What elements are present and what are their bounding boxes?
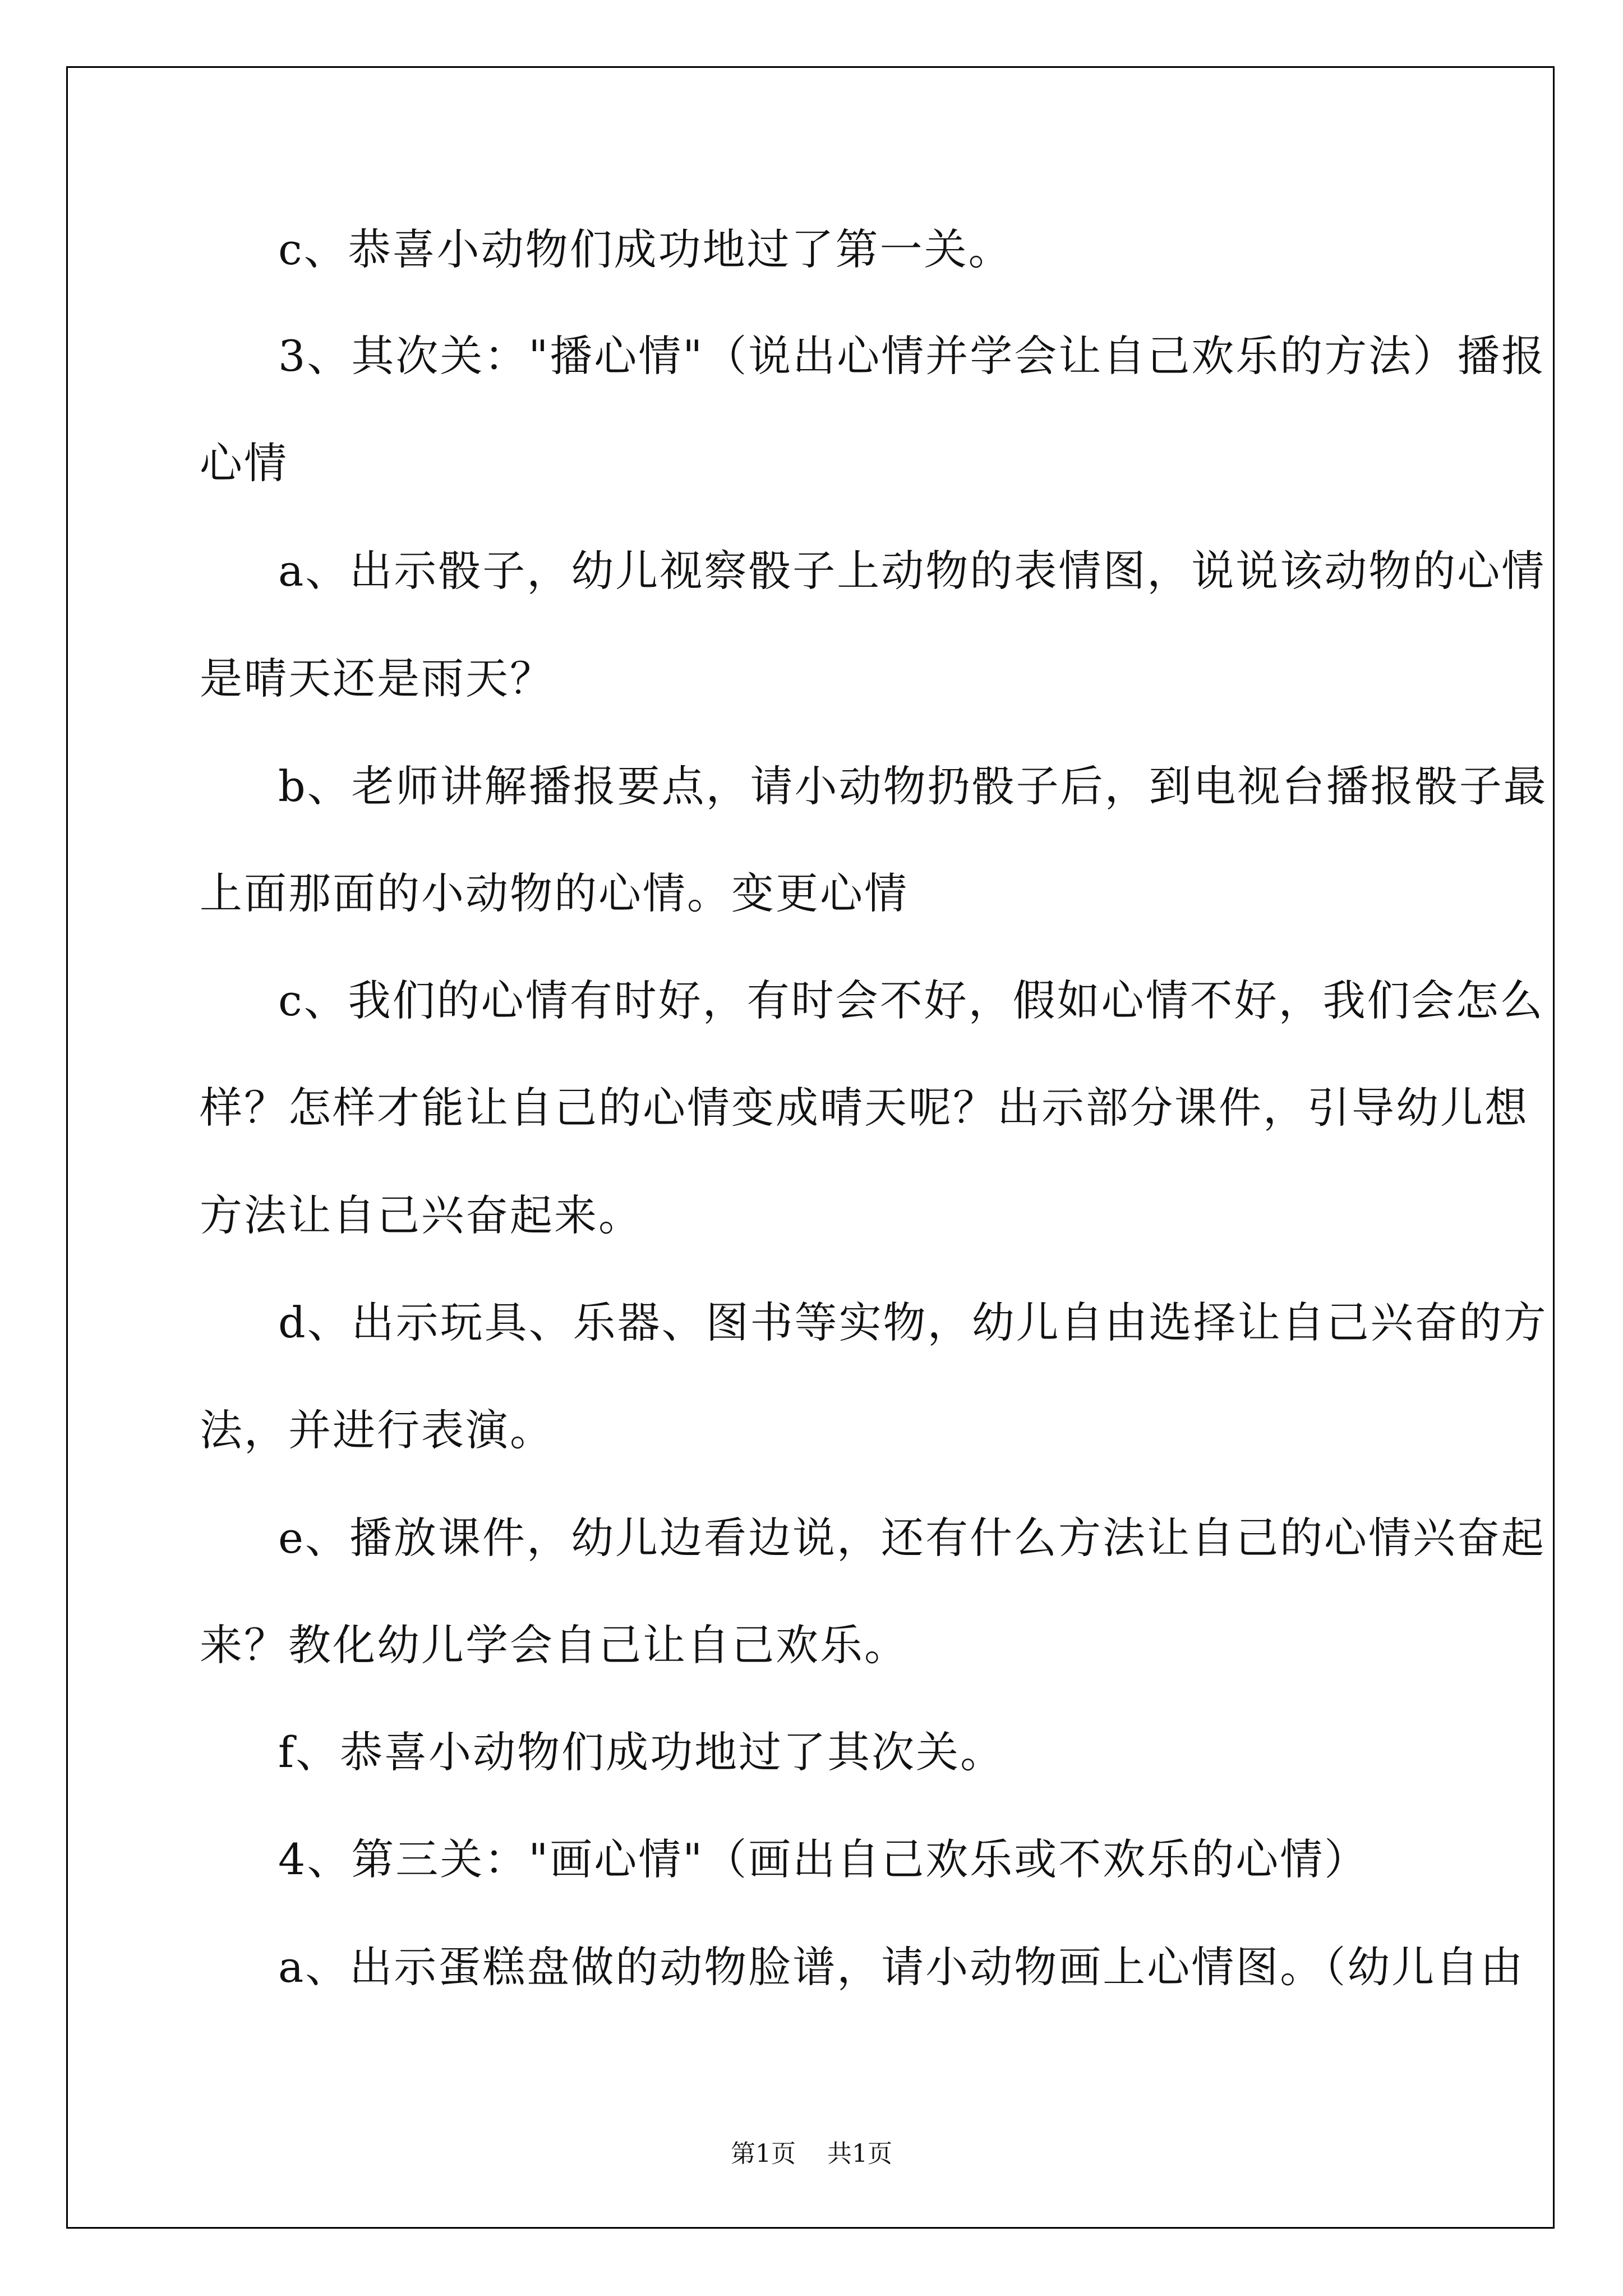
paragraph-line: 4、第三关："画心情"（画出自己欢乐或不欢乐的心情） <box>278 1834 1369 1884</box>
page-number-total: 共1页 <box>827 2139 892 2168</box>
page-number-current: 第1页 <box>731 2139 796 2168</box>
page-border <box>66 66 1555 2229</box>
paragraph-line: c、恭喜小动物们成功地过了第一关。 <box>278 224 1013 274</box>
paragraph-line: b、老师讲解播报要点，请小动物扔骰子后，到电视台播报骰子最 <box>278 761 1548 811</box>
paragraph-line: 心情 <box>200 438 288 488</box>
paragraph-line: a、出示蛋糕盘做的动物脸谱，请小动物画上心情图。（幼儿自由 <box>278 1942 1525 1992</box>
paragraph-line: f、恭喜小动物们成功地过了其次关。 <box>278 1727 1005 1777</box>
paragraph-line: 上面那面的小动物的心情。变更心情 <box>200 868 909 918</box>
paragraph-line: d、出示玩具、乐器、图书等实物，幼儿自由选择让自己兴奋的方 <box>278 1297 1548 1347</box>
paragraph-line: 3、其次关："播心情"（说出心情并学会让自己欢乐的方法）播报 <box>278 331 1546 381</box>
paragraph-line: 样？怎样才能让自己的心情变成晴天呢？出示部分课件，引导幼儿想 <box>200 1083 1529 1133</box>
page-footer <box>0 2137 1623 2171</box>
paragraph-line: c、我们的心情有时好，有时会不好，假如心情不好，我们会怎么 <box>278 976 1544 1025</box>
paragraph-line: 来？教化幼儿学会自己让自己欢乐。 <box>200 1620 909 1670</box>
paragraph-line: e、播放课件，幼儿边看边说，还有什么方法让自己的心情兴奋起 <box>278 1513 1546 1563</box>
paragraph-line: 法，并进行表演。 <box>200 1405 554 1455</box>
paragraph-line: a、出示骰子，幼儿视察骰子上动物的表情图，说说该动物的心情 <box>278 546 1546 596</box>
paragraph-line: 是晴天还是雨天？ <box>200 654 554 703</box>
paragraph-line: 方法让自己兴奋起来。 <box>200 1190 643 1240</box>
